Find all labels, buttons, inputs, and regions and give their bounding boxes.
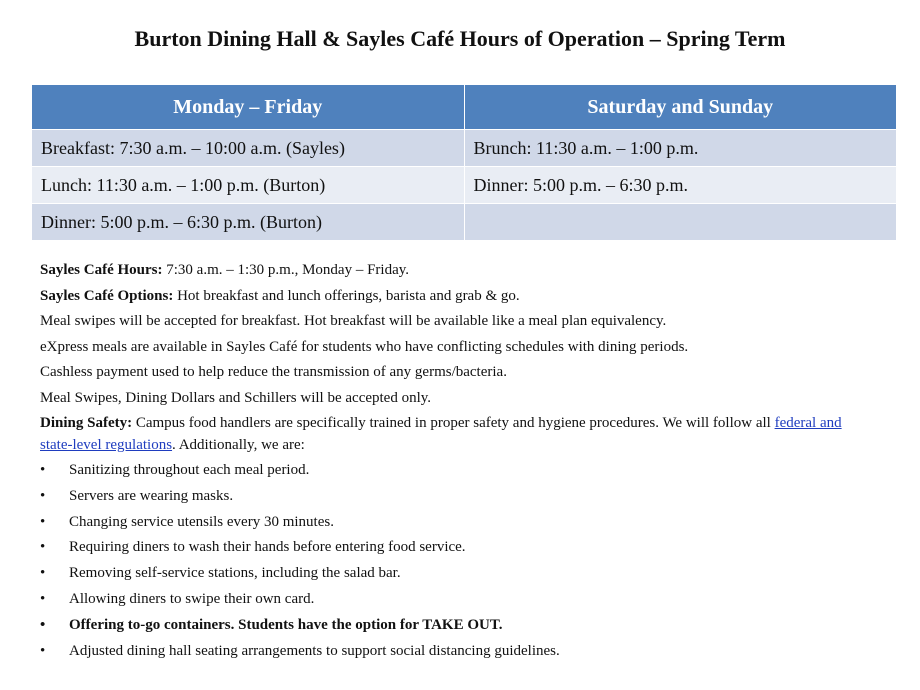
notes-section (40, 258, 852, 664)
bullet-icon: • (40, 590, 46, 607)
list-item: • Requiring diners to wash their hands before entering food service. (40, 535, 852, 561)
bullet-icon: • (40, 565, 46, 582)
regulations-link[interactable]: federal and state-level regulations (40, 415, 842, 453)
weekend-brunch-cell: Brunch: 11:30 a.m. – 1:00 p.m. (464, 130, 897, 167)
cashless-line: Cashless payment used to help reduce the transmission of any germs/bacteria. (40, 364, 507, 380)
dining-safety-label: Dining Safety: (40, 415, 133, 431)
list-item: • Sanitizing throughout each meal period. (40, 458, 852, 484)
bullet-icon: • (40, 487, 46, 504)
page-title: Burton Dining Hall & Sayles Café Hours of Operation – Spring Term (134, 26, 786, 51)
dining-safety-text: Campus food handlers are specifically trained in proper safety and hygiene procedures. We will follow all (132, 415, 775, 431)
table-row (32, 167, 897, 204)
weekday-dinner-cell: Dinner: 5:00 p.m. – 6:30 p.m. (Burton) (32, 204, 465, 241)
cafe-options-line (40, 284, 852, 310)
weekday-lunch-cell: Lunch: 11:30 a.m. – 1:00 p.m. (Burton) (32, 167, 465, 204)
list-item: • Adjusted dining hall seating arrangements to support social distancing guidelines. (40, 639, 852, 665)
weekend-header: Saturday and Sunday (464, 85, 897, 130)
meal-swipes-line: Meal swipes will be accepted for breakfast. Hot breakfast will be available like a meal plan equivalency. (40, 313, 667, 329)
list-item: • Changing service utensils every 30 minutes. (40, 510, 852, 536)
weekend-dinner-cell: Dinner: 5:00 p.m. – 6:30 p.m. (464, 167, 897, 204)
bullet-icon: • (40, 462, 46, 478)
cafe-hours-text: 7:30 a.m. – 1:30 p.m., Monday – Friday. (162, 262, 410, 278)
bullet-icon: • (40, 539, 46, 556)
express-meals-line: eXpress meals are available in Sayles Café for students who have conflicting schedules with dining periods. (40, 338, 689, 355)
list-item: • Offering to-go containers. Students have the option for TAKE OUT. (40, 613, 852, 639)
table-row (32, 204, 897, 241)
bullet-icon: • (40, 642, 46, 659)
hours-table (31, 84, 897, 241)
empty-cell (464, 204, 897, 241)
cafe-hours-label: Sayles Café Hours: (40, 262, 163, 278)
dining-safety-paragraph (40, 412, 852, 456)
weekday-breakfast-cell: Breakfast: 7:30 a.m. – 10:00 a.m. (Sayles) (32, 130, 465, 167)
cafe-hours-line (40, 258, 852, 284)
accepted-payments-line: Meal Swipes, Dining Dollars and Schillers will be accepted only. (40, 389, 432, 406)
list-item: • Servers are wearing masks. (40, 484, 852, 510)
bullet-icon: • (40, 616, 46, 633)
cafe-options-label: Sayles Café Options: (40, 287, 174, 304)
list-item: • Allowing diners to swipe their own card. (40, 587, 852, 613)
bullet-icon: • (40, 513, 46, 530)
list-item: • Removing self-service stations, including the salad bar. (40, 561, 852, 587)
safety-measures-list (40, 458, 852, 664)
weekday-header: Monday – Friday (32, 85, 465, 130)
table-header-row (32, 85, 897, 130)
table-row (32, 130, 897, 167)
dining-safety-text-end: . Additionally, we are: (172, 437, 305, 453)
cafe-options-text: Hot breakfast and lunch offerings, barista and grab & go. (173, 287, 520, 304)
